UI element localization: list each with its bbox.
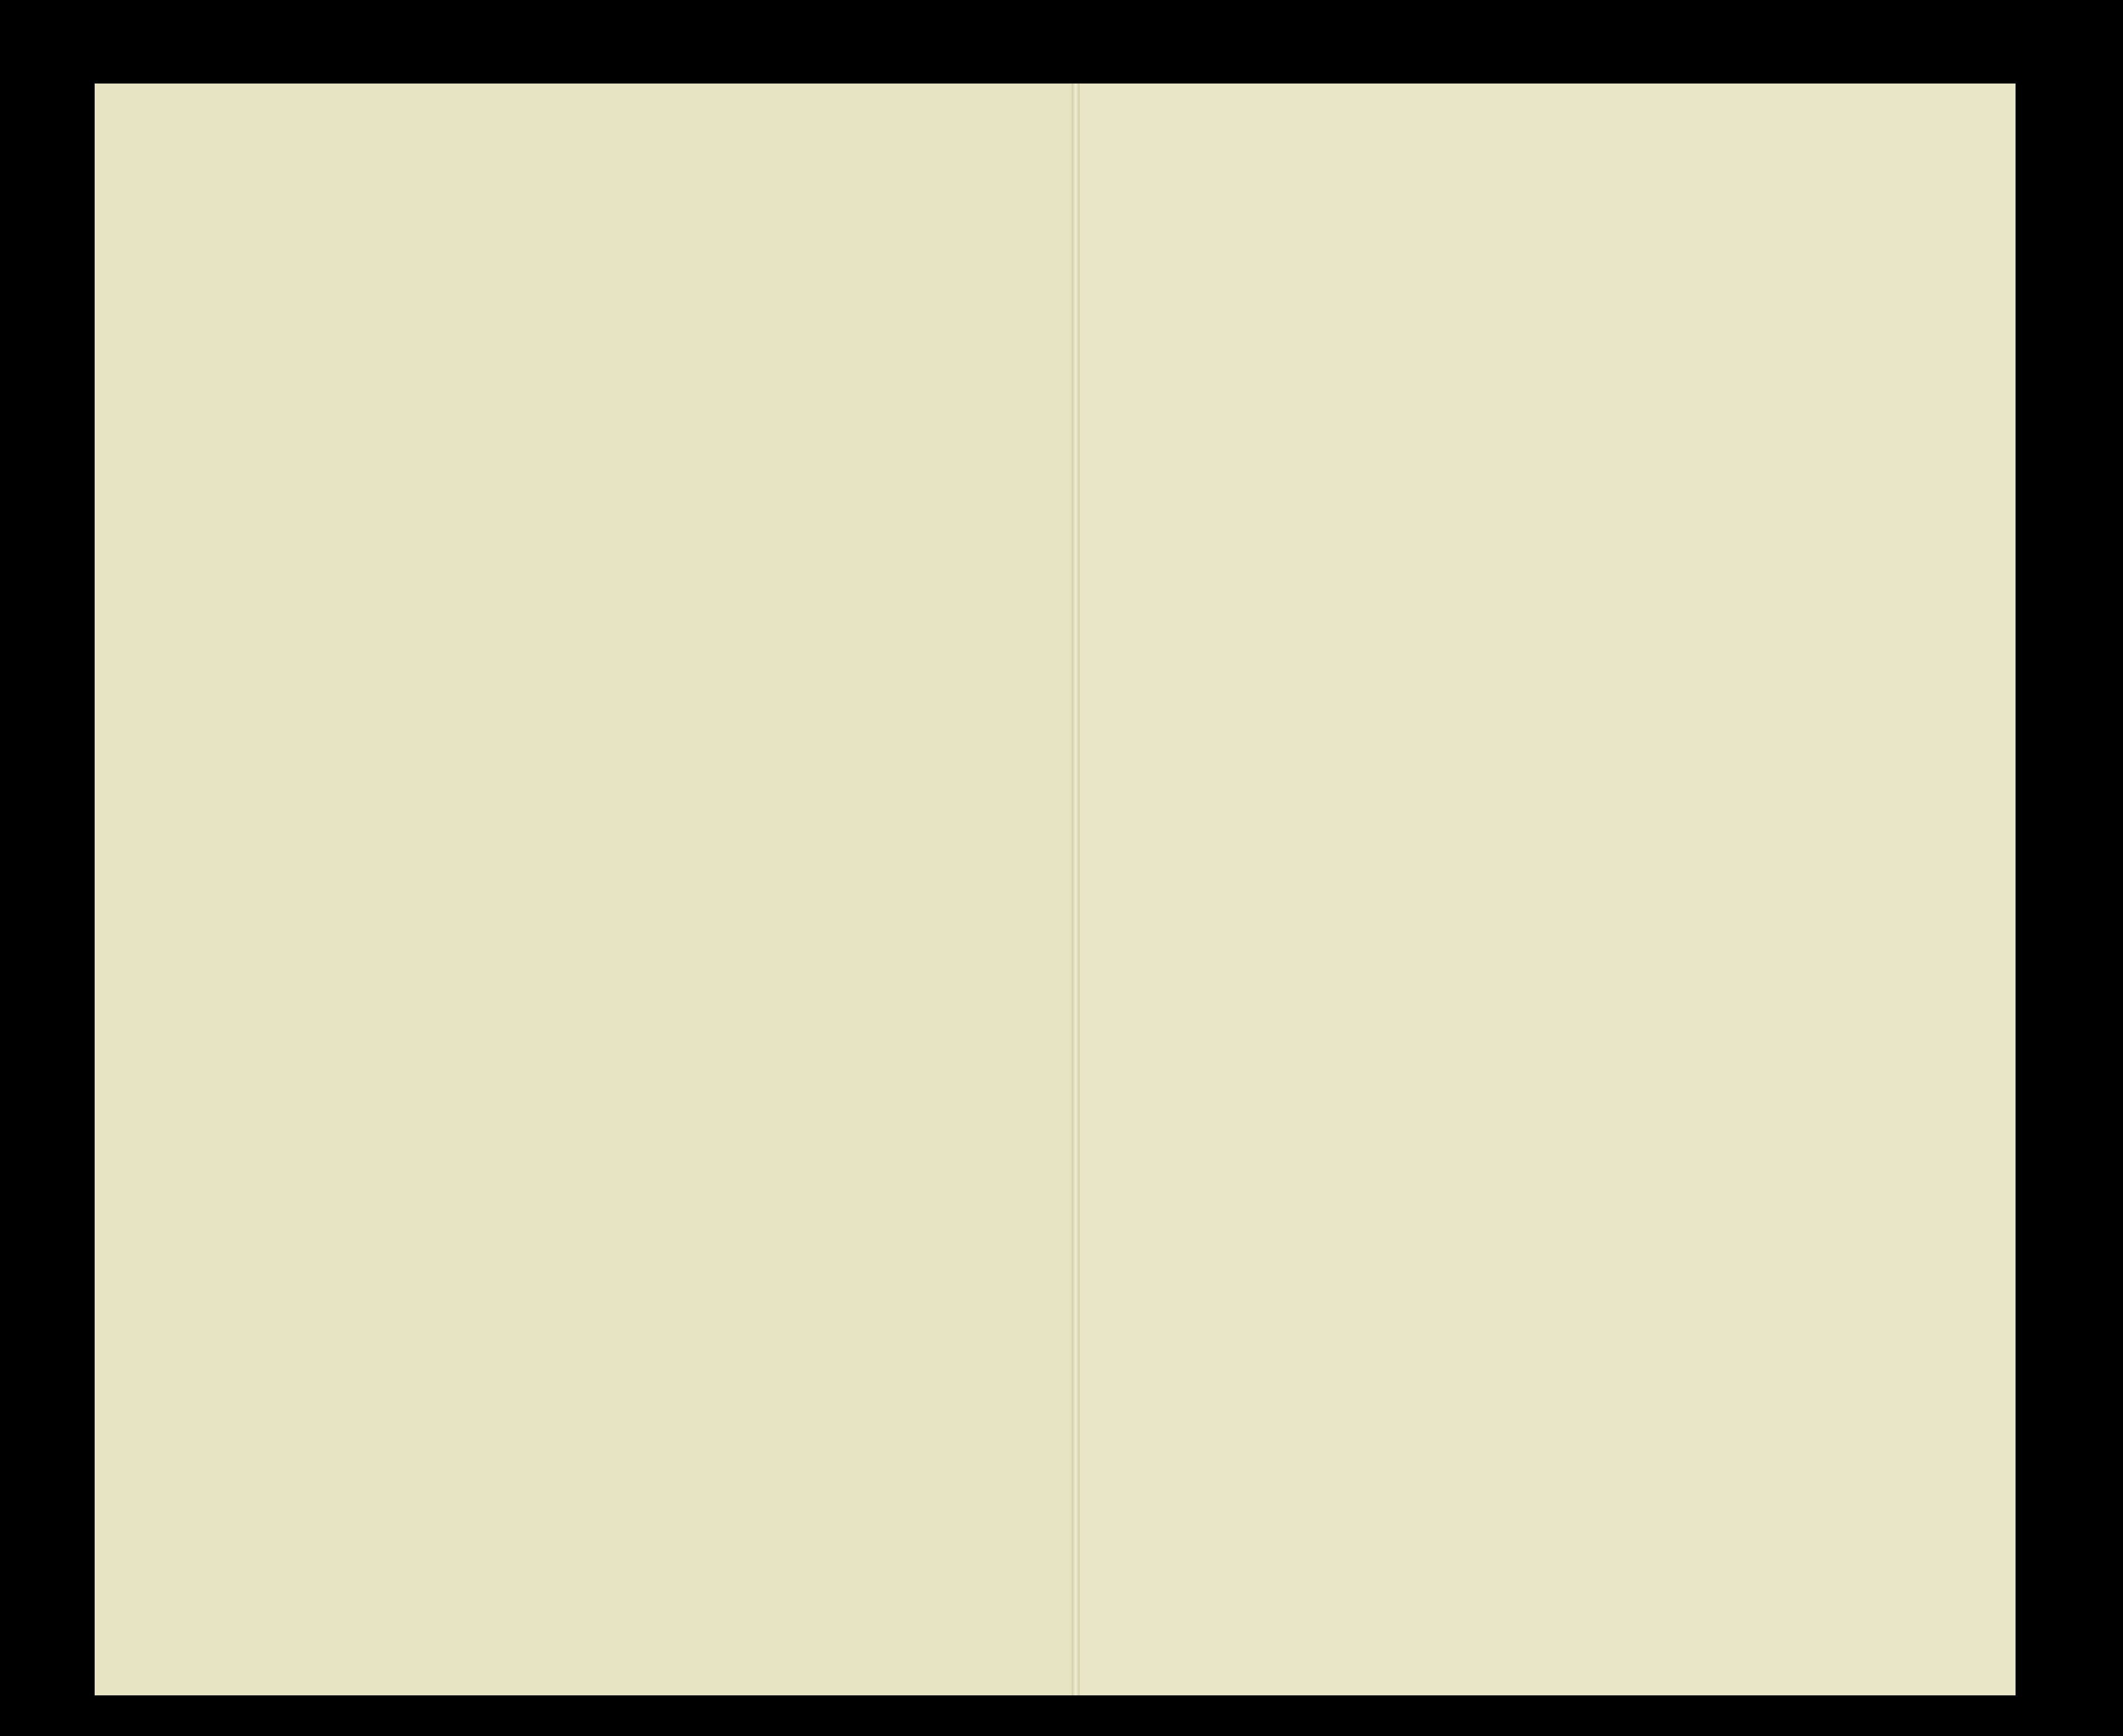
header-religion — [1297, 251, 1342, 317]
header-occupation — [1553, 200, 1954, 220]
header-relation — [509, 214, 621, 337]
header-absence — [1183, 209, 1295, 337]
header-military — [1754, 320, 1957, 337]
header-sex — [467, 212, 506, 334]
header-can-read — [1403, 262, 1439, 340]
header-side-occupation — [1754, 272, 1957, 288]
header-birthplace — [810, 203, 921, 337]
header-name — [184, 203, 462, 342]
header-estate — [707, 217, 807, 340]
header-education — [1442, 256, 1542, 340]
header-language — [1345, 234, 1400, 312]
header-literacy — [1404, 200, 1541, 220]
header-age — [624, 209, 664, 337]
header-registered — [924, 203, 1058, 337]
header-residence — [1083, 203, 1178, 337]
header-marital — [666, 212, 704, 340]
header-main-occupation — [1553, 264, 1748, 331]
